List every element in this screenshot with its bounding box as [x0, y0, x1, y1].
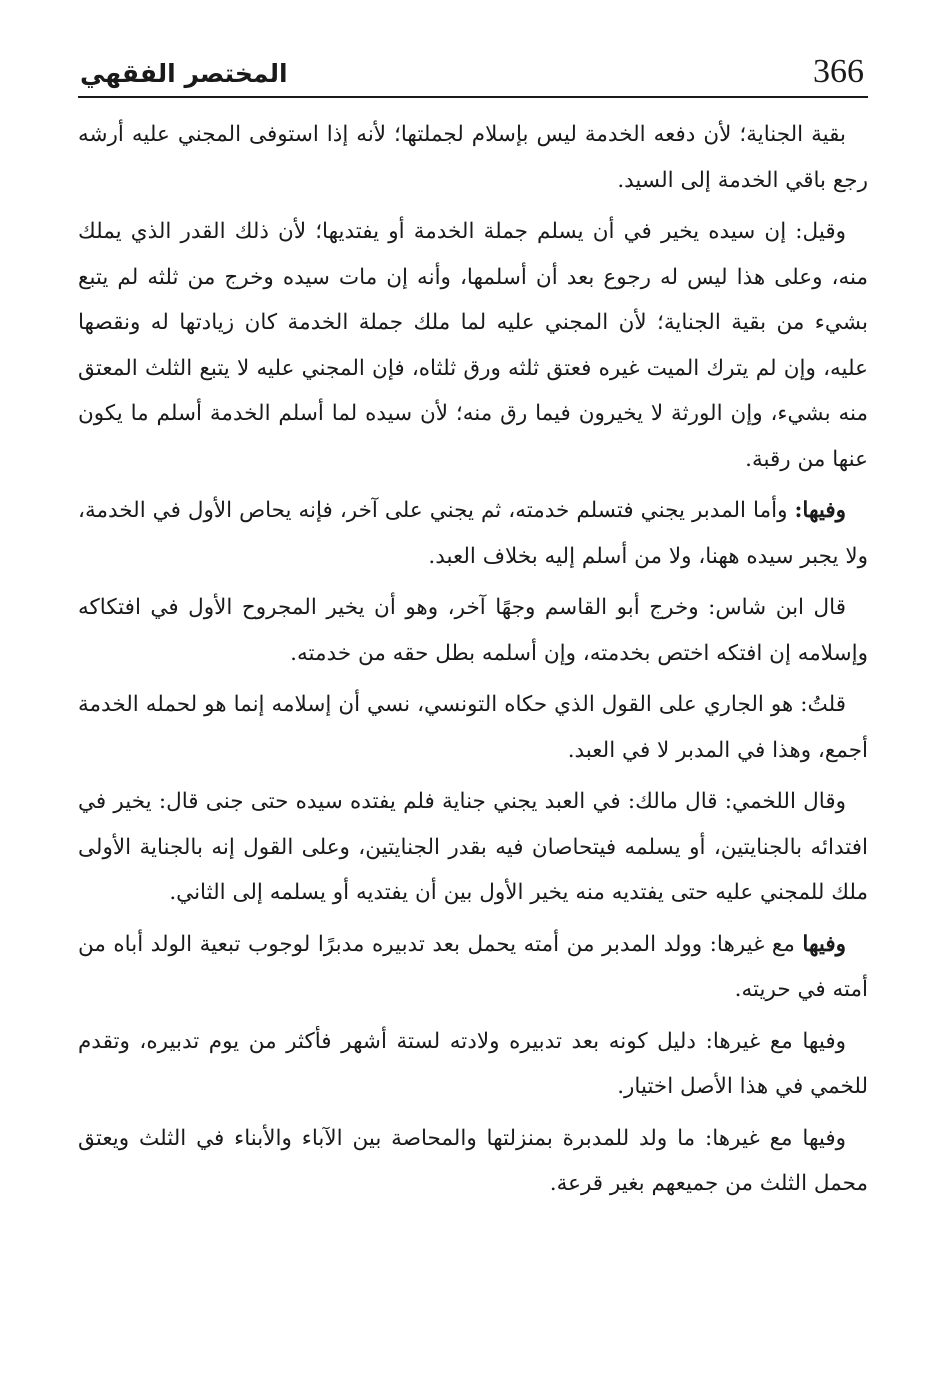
book-page [78, 48, 868, 1348]
paragraph: وقال اللخمي: قال مالك: في العبد يجني جناية فلم يفتده سيده حتى جنى قال: يخير في افتدائه بالجنايتين، أو يسلمه فيتحاصان فيه بقدر الجنايتين، وعلى القول إنه بالجناية الأولى ملك للمجني عليه حتى يفتديه منه يخير الأول بين أن يفتديه أو يسلمه إلى الثاني. [78, 789, 868, 905]
body-text [78, 112, 868, 1207]
page-number: 366 [813, 53, 864, 90]
paragraph: وقيل: إن سيده يخير في أن يسلم جملة الخدمة أو يفتديها؛ لأن ذلك القدر الذي يملك منه، وعلى هذا ليس له رجوع بعد أن أسلمها، وأنه إن مات سيده وخرج من ثلثه لم يتبع بشيء من بقية الجناية؛ لأن المجني عليه لما ملك جملة الخدمة كان زيادتها له ونقصها عليه، وإن لم يترك الميت غيره فعتق ثلثه ورق ثلثاه، فإن المجني عليه لا يتبع الثلث المعتق منه بشيء، وإن الورثة لا يخيرون فيما رق منه؛ لأن سيده لما أسلم الخدمة أسلم ما يكون عنها من رقبة. [78, 219, 868, 472]
paragraph-lead: وفيها [802, 931, 846, 957]
paragraph: قال ابن شاس: وخرج أبو القاسم وجهًا آخر، وهو أن يخير المجروح الأول في افتكاكه وإسلامه إن افتكه اختص بخدمته، وإن أسلمه بطل حقه من خدمته. [78, 595, 868, 666]
paragraph-lead: وفيها: [794, 498, 846, 523]
paragraph: وفيها: وأما المدبر يجني فتسلم خدمته، ثم يجني على آخر، فإنه يحاص الأول في الخدمة، ولا يجبر سيده ههنا، ولا من أسلم إليه بخلاف العبد. [78, 498, 868, 569]
paragraph: وفيها مع غيرها: وولد المدبر من أمته يحمل بعد تدبيره مدبرًا لوجوب تبعية الولد أباه من أمته في حريته. [78, 931, 868, 1002]
running-header [78, 48, 868, 98]
paragraph: بقية الجناية؛ لأن دفعه الخدمة ليس بإسلام لجملتها؛ لأنه إذا استوفى المجني عليه أرشه رجع باقي الخدمة إلى السيد. [78, 122, 868, 193]
paragraph: قلتُ: هو الجاري على القول الذي حكاه التونسي، نسي أن إسلامه إنما هو لحمله الخدمة أجمع، وهذا في المدبر لا في العبد. [78, 692, 868, 763]
paragraph: وفيها مع غيرها: ما ولد للمدبرة بمنزلتها والمحاصة بين الآباء والأبناء في الثلث ويعتق محمل الثلث من جميعهم بغير قرعة. [78, 1125, 868, 1196]
book-title: المختصر الفقهي [80, 59, 288, 88]
paragraph: وفيها مع غيرها: دليل كونه بعد تدبيره ولادته لستة أشهر فأكثر من يوم تدبيره، وتقدم للخمي في هذا الأصل اختيار. [78, 1028, 868, 1099]
